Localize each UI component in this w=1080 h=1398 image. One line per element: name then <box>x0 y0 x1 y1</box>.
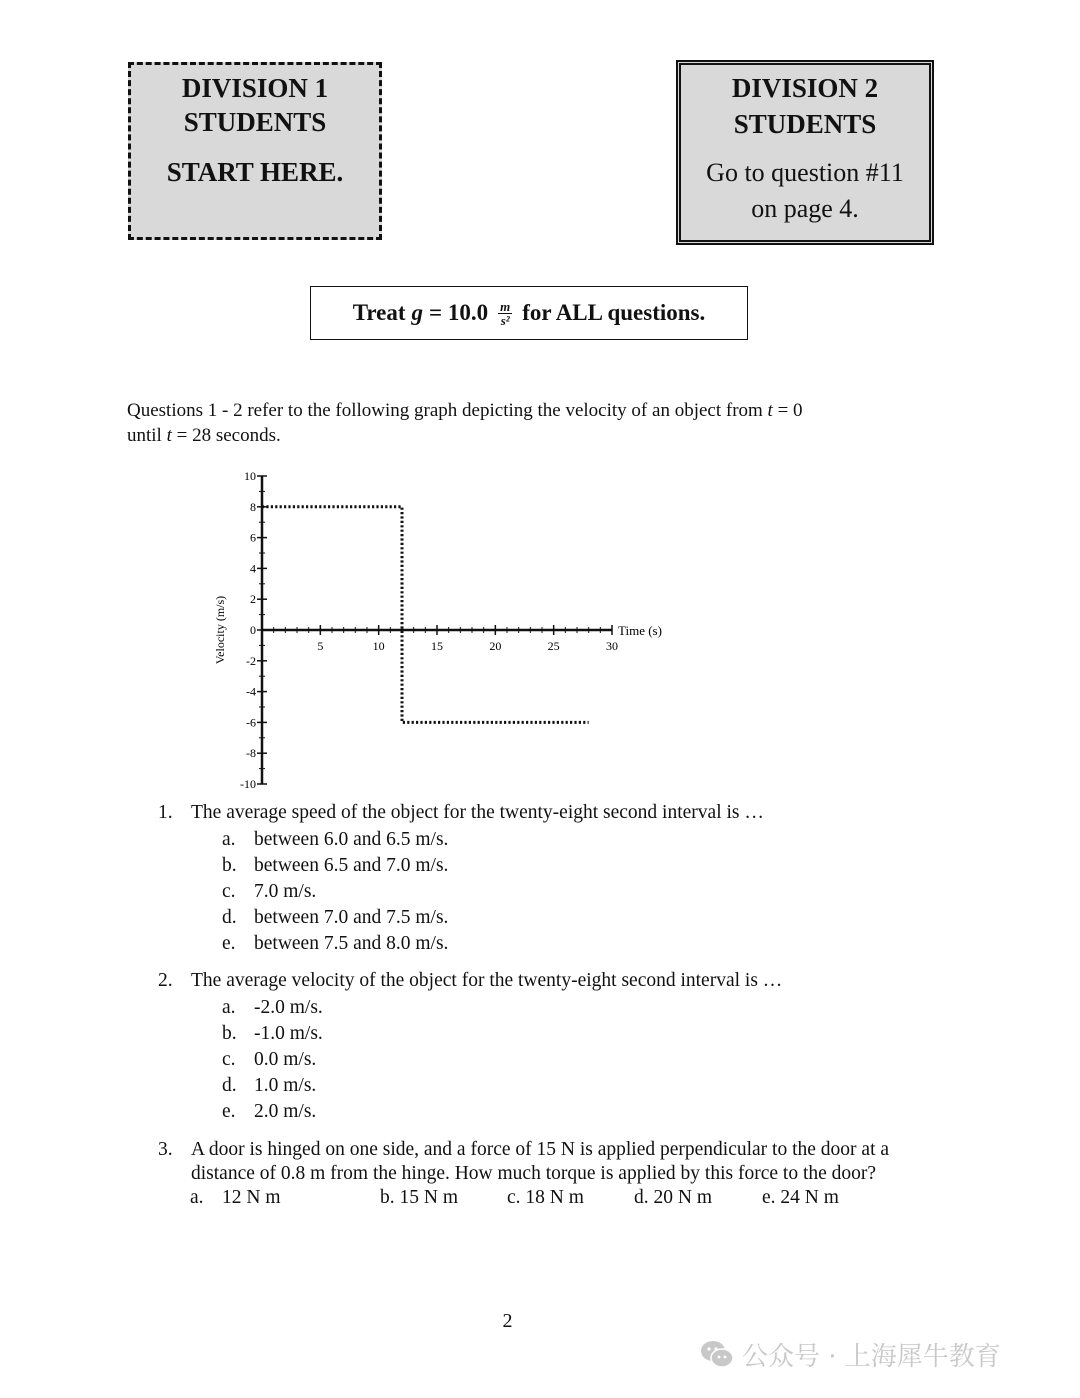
question-3-option-e[interactable] <box>762 1185 839 1211</box>
division-2-students: STUDENTS <box>733 109 877 139</box>
y-tick-label: 2 <box>250 592 256 607</box>
option-letter: a. <box>222 829 236 850</box>
watermark <box>700 1336 1001 1372</box>
question-3-text-line-2: distance of 0.8 m from the hinge. How much torque is applied by this force to the door? <box>191 1163 877 1184</box>
page-number: 2 <box>502 1310 513 1332</box>
gravity-note-box <box>310 286 748 340</box>
y-tick-label: 10 <box>244 469 256 483</box>
question-2-number: 2. <box>158 970 173 991</box>
intro-text-3: until <box>127 425 167 446</box>
question-3-number: 3. <box>158 1139 173 1160</box>
intro-text-2: = 0 <box>772 400 803 421</box>
option-letter: b. <box>380 1187 395 1208</box>
y-tick-label: 4 <box>250 561 256 576</box>
y-tick-label: -6 <box>246 715 256 730</box>
option-text: between 7.0 and 7.5 m/s. <box>254 907 449 928</box>
y-axis-label: Velocity (m/s) <box>213 595 227 665</box>
option-text: 20 N m <box>653 1187 712 1208</box>
division-1-box <box>128 62 382 240</box>
y-tick-label: -2 <box>246 653 256 668</box>
division-2-box <box>676 60 934 245</box>
option-text: 7.0 m/s. <box>254 881 317 902</box>
option-text: between 7.5 and 8.0 m/s. <box>254 933 449 954</box>
x-tick-label: 30 <box>606 639 618 653</box>
question-3-option-a[interactable] <box>190 1185 281 1211</box>
option-text: 12 N m <box>222 1187 281 1208</box>
y-tick-label: 0 <box>250 623 256 637</box>
y-tick-label: 8 <box>250 499 256 514</box>
x-tick-label: 20 <box>489 639 502 653</box>
wechat-icon <box>700 1339 734 1369</box>
option-text: 0.0 m/s. <box>254 1049 317 1070</box>
intro-var-t-2: t <box>166 425 172 446</box>
question-1-option-a[interactable] <box>222 827 448 853</box>
option-letter: c. <box>507 1187 521 1208</box>
question-3-text-line-1: A door is hinged on one side, and a force of 15 N is applied perpendicular to the door at a <box>191 1139 890 1160</box>
division-2-page-ref: on page 4. <box>751 194 859 223</box>
intro-text-4: = 28 seconds. <box>171 425 281 446</box>
division-1-title: DIVISION 1 <box>181 73 329 103</box>
gravity-symbol: g <box>411 300 424 325</box>
watermark-text: 公众号 · 上海犀牛教育 <box>742 1341 1001 1372</box>
question-1-option-e[interactable] <box>222 931 448 957</box>
x-tick-label: 25 <box>547 639 560 653</box>
division-2-instruction: Go to question #11 <box>706 158 904 187</box>
option-letter: b. <box>222 855 237 876</box>
option-text: 2.0 m/s. <box>254 1101 317 1122</box>
question-3-option-d[interactable] <box>634 1185 712 1211</box>
division-2-title: DIVISION 2 <box>731 73 879 103</box>
option-letter: d. <box>634 1187 649 1208</box>
option-letter: d. <box>222 1075 237 1096</box>
question-3-option-c[interactable] <box>507 1185 584 1211</box>
option-letter: e. <box>222 1101 236 1122</box>
x-tick-label: 5 <box>317 639 324 653</box>
option-letter: b. <box>222 1023 237 1044</box>
x-tick-label: 15 <box>431 639 443 653</box>
gravity-note-suffix: for ALL questions. <box>522 300 706 325</box>
division-1-students: STUDENTS <box>183 107 327 137</box>
question-1-option-d[interactable] <box>222 905 448 931</box>
gravity-unit <box>498 300 512 327</box>
question-1-text: The average speed of the object for the twenty-eight second interval is … <box>191 802 764 823</box>
y-tick-label: -8 <box>246 746 256 761</box>
question-2-option-b[interactable] <box>222 1021 323 1047</box>
gravity-unit-numerator: m <box>500 298 511 314</box>
question-2-option-e[interactable] <box>222 1099 316 1125</box>
option-text: 15 N m <box>399 1187 458 1208</box>
option-text: -1.0 m/s. <box>254 1023 323 1044</box>
intro-var-t-1: t <box>767 400 773 421</box>
question-2-option-d[interactable] <box>222 1073 316 1099</box>
intro-text-1: Questions 1 - 2 refer to the following graph depicting the velocity of an object from <box>127 400 768 421</box>
option-text: between 6.0 and 6.5 m/s. <box>254 829 449 850</box>
gravity-value: = 10.0 <box>429 300 489 325</box>
option-letter: c. <box>222 881 236 902</box>
question-2-option-a[interactable] <box>222 995 323 1021</box>
y-tick-label: -10 <box>240 777 256 791</box>
option-text: -2.0 m/s. <box>254 997 323 1018</box>
y-tick-label: -4 <box>246 684 256 699</box>
option-letter: e. <box>762 1187 776 1208</box>
y-tick-label: 6 <box>250 530 256 545</box>
x-tick-label: 10 <box>372 639 385 653</box>
division-1-start-here: START HERE. <box>166 157 344 187</box>
velocity-series-line <box>262 507 589 723</box>
option-text: 18 N m <box>525 1187 584 1208</box>
question-1-option-b[interactable] <box>222 853 448 879</box>
option-letter: e. <box>222 933 236 954</box>
question-1-number: 1. <box>158 802 173 823</box>
graph-intro <box>127 398 947 448</box>
question-2-option-c[interactable] <box>222 1047 316 1073</box>
x-axis-label: Time (s) <box>618 623 662 638</box>
option-letter: a. <box>222 997 236 1018</box>
question-2-text: The average velocity of the object for the twenty-eight second interval is … <box>191 970 783 991</box>
question-1-option-c[interactable] <box>222 879 316 905</box>
option-text: 1.0 m/s. <box>254 1075 317 1096</box>
option-letter: d. <box>222 907 237 928</box>
gravity-unit-denominator: s² <box>500 312 510 328</box>
option-text: between 6.5 and 7.0 m/s. <box>254 855 449 876</box>
velocity-time-chart <box>200 460 690 800</box>
gravity-note-prefix: Treat <box>352 300 406 325</box>
option-letter: a. <box>190 1187 204 1208</box>
option-letter: c. <box>222 1049 236 1070</box>
option-text: 24 N m <box>780 1187 839 1208</box>
question-3-option-b[interactable] <box>380 1185 458 1211</box>
